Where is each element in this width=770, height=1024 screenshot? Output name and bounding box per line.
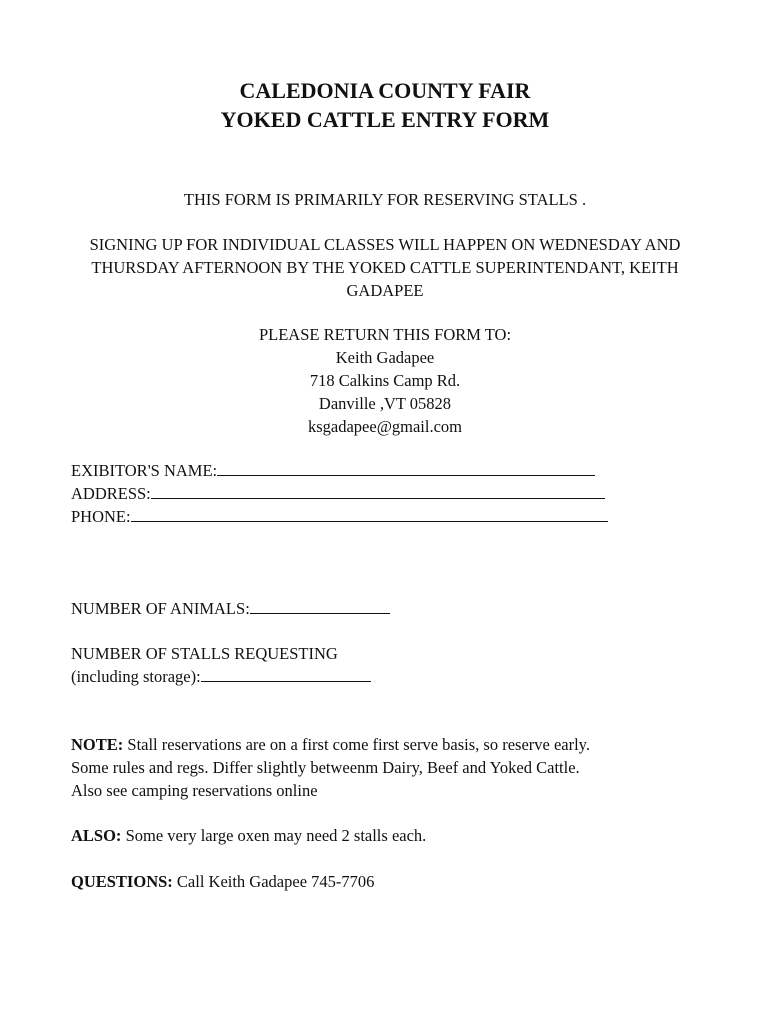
num-stalls-blank[interactable] xyxy=(201,666,371,682)
num-animals-blank[interactable] xyxy=(250,598,390,614)
return-name: Keith Gadapee xyxy=(335,348,435,367)
questions-label: QUESTIONS: xyxy=(71,872,173,891)
intro-signup-line-2: THURSDAY AFTERNOON BY THE YOKED CATTLE SUPERINTENDANT, KEITH xyxy=(91,258,679,277)
exhibitor-name-blank[interactable] xyxy=(217,460,595,476)
form-title-fair: CALEDONIA COUNTY FAIR xyxy=(239,78,531,103)
note-line-3: Also see camping reservations online xyxy=(71,781,318,800)
phone-blank[interactable] xyxy=(131,506,608,522)
also-text: Some very large oxen may need 2 stalls each. xyxy=(121,826,427,845)
num-stalls-field xyxy=(71,665,371,688)
questions-line xyxy=(71,870,374,893)
also-line xyxy=(71,824,426,847)
num-animals-field xyxy=(71,597,390,620)
intro-signup-line-1: SIGNING UP FOR INDIVIDUAL CLASSES WILL HAPPEN ON WEDNESDAY AND xyxy=(89,235,681,254)
phone-label: PHONE: xyxy=(71,507,131,526)
questions-text: Call Keith Gadapee 745-7706 xyxy=(172,872,375,891)
address-blank[interactable] xyxy=(151,483,605,499)
note-text-1: Stall reservations are on a first come first serve basis, so reserve early. xyxy=(123,735,590,754)
note-label: NOTE: xyxy=(71,735,124,754)
exhibitor-name-label: EXIBITOR'S NAME: xyxy=(71,461,218,480)
form-title-entry: YOKED CATTLE ENTRY FORM xyxy=(220,107,550,132)
note-line-1 xyxy=(71,733,590,756)
num-stalls-label-line-2: (including storage): xyxy=(71,667,201,686)
also-label: ALSO: xyxy=(71,826,122,845)
return-city-state-zip: Danville ,VT 05828 xyxy=(318,394,452,413)
address-label: ADDRESS: xyxy=(71,484,151,503)
num-stalls-label-line-1: NUMBER OF STALLS REQUESTING xyxy=(71,644,338,663)
return-street: 718 Calkins Camp Rd. xyxy=(309,371,461,390)
address-field xyxy=(71,482,605,505)
note-line-2: Some rules and regs. Differ slightly betweenm Dairy, Beef and Yoked Cattle. xyxy=(71,758,580,777)
return-email: ksgadapee@gmail.com xyxy=(307,417,463,436)
exhibitor-name-field xyxy=(71,459,595,482)
return-heading: PLEASE RETURN THIS FORM TO: xyxy=(258,325,512,344)
phone-field xyxy=(71,505,608,528)
intro-primary-purpose: THIS FORM IS PRIMARILY FOR RESERVING STALLS . xyxy=(183,190,587,209)
num-animals-label: NUMBER OF ANIMALS: xyxy=(71,599,250,618)
intro-signup-line-3: GADAPEE xyxy=(346,281,424,300)
